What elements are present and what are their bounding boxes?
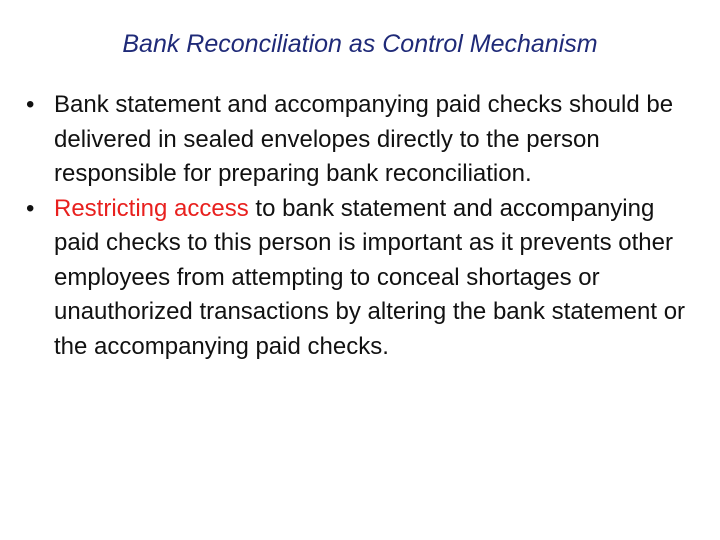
bullet-item xyxy=(26,88,698,192)
bullet-item xyxy=(26,192,698,365)
bullet-marker: • xyxy=(26,91,35,118)
bullet-text: Bank statement and accompanying paid checks should be delivered in sealed envelopes directly to the person responsible for preparing bank reconciliation. xyxy=(54,91,674,187)
bullet-text: to bank statement and accompanying paid checks to this person is important as it prevents other employees from attempting to conceal shortages or unauthorized transactions by altering the bank statement or the accompanying paid checks. xyxy=(54,194,686,360)
bullet-list xyxy=(26,88,698,364)
slide-title: Bank Reconciliation as Control Mechanism xyxy=(122,30,598,58)
highlighted-phrase: Restricting access xyxy=(54,194,249,222)
bullet-marker: • xyxy=(26,194,35,222)
